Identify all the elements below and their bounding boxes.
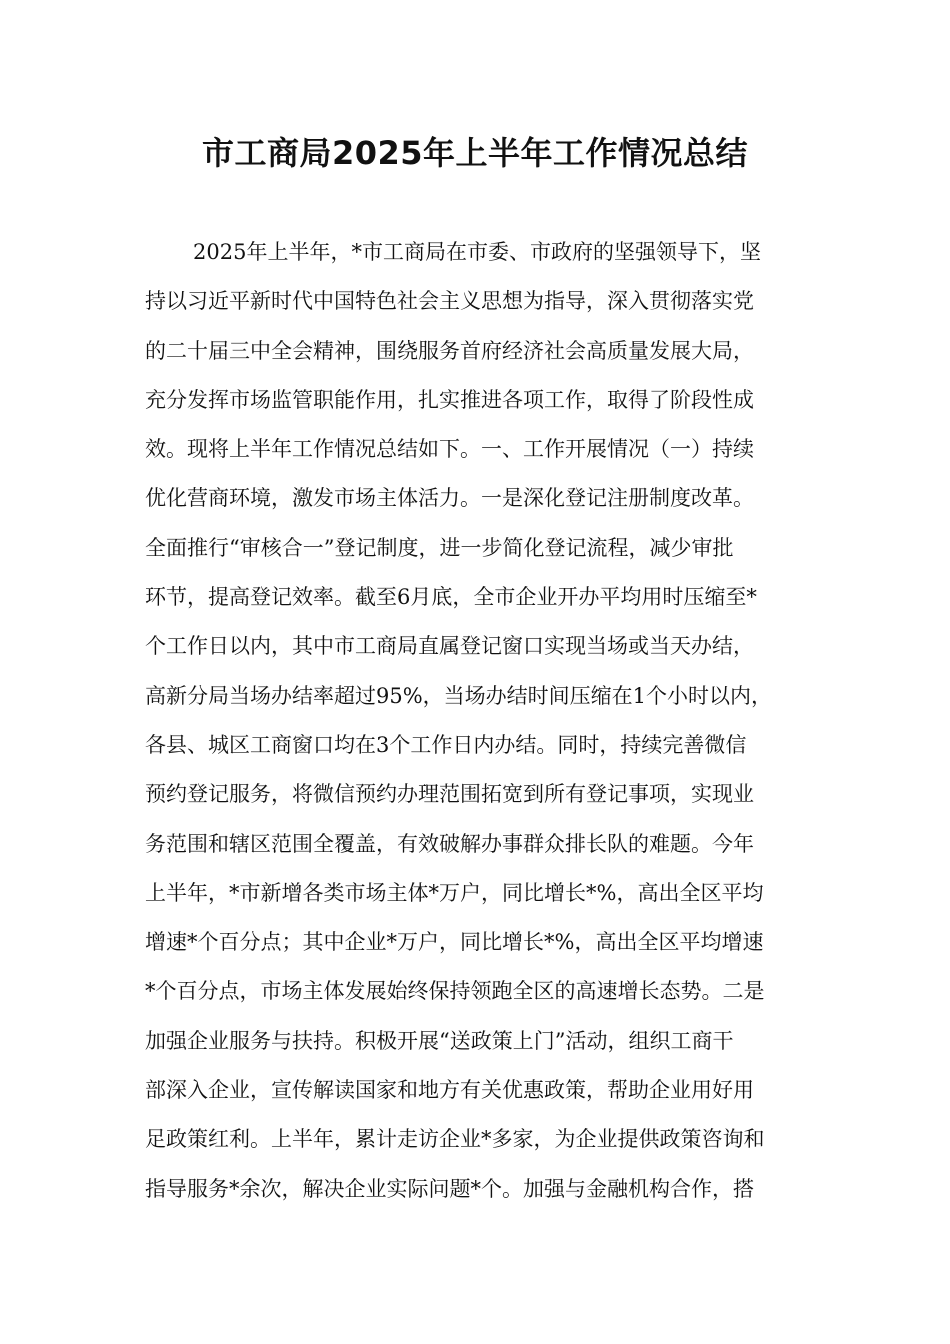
body-line: 持以习近平新时代中国特色社会主义思想为指导，深入贯彻落实党 bbox=[145, 289, 754, 314]
body-line: *个百分点，市场主体发展始终保持领跑全区的高速增长态势。二是 bbox=[145, 979, 765, 1004]
body-line: 部深入企业，宣传解读国家和地方有关优惠政策，帮助企业用好用 bbox=[145, 1078, 754, 1103]
body-line: 充分发挥市场监管职能作用，扎实推进各项工作，取得了阶段性成 bbox=[145, 387, 754, 412]
document-body bbox=[145, 228, 825, 1214]
body-line: 指导服务*余次，解决企业实际问题*个。加强与金融机构合作，搭 bbox=[145, 1176, 754, 1201]
body-line: 上半年，*市新增各类市场主体*万户，同比增长*%，高出全区平均 bbox=[145, 880, 764, 905]
body-line: 增速*个百分点；其中企业*万户，同比增长*%，高出全区平均增速 bbox=[145, 930, 764, 955]
body-line: 高新分局当场办结率超过95%，当场办结时间压缩在1个小时以内， bbox=[145, 683, 773, 708]
body-line: 个工作日以内，其中市工商局直属登记窗口实现当场或当天办结， bbox=[145, 634, 754, 659]
body-line: 效。现将上半年工作情况总结如下。一、工作开展情况（一）持续 bbox=[145, 437, 754, 462]
body-line: 优化营商环境，激发市场主体活力。一是深化登记注册制度改革。 bbox=[145, 486, 754, 511]
body-line: 加强企业服务与扶持。积极开展“送政策上门”活动，组织工商干 bbox=[145, 1028, 734, 1053]
body-line: 预约登记服务，将微信预约办理范围拓宽到所有登记事项，实现业 bbox=[145, 782, 754, 807]
body-line: 2025年上半年，*市工商局在市委、市政府的坚强领导下，坚 bbox=[193, 240, 761, 264]
body-line: 的二十届三中全会精神，围绕服务首府经济社会高质量发展大局， bbox=[145, 338, 754, 363]
body-line: 各县、城区工商窗口均在3个工作日内办结。同时，持续完善微信 bbox=[145, 732, 747, 757]
body-line: 务范围和辖区范围全覆盖，有效破解办事群众排长队的难题。今年 bbox=[145, 831, 754, 856]
body-line: 环节，提高登记效率。截至6月底，全市企业开办平均用时压缩至* bbox=[145, 585, 757, 610]
document-title: 市工商局2025年上半年工作情况总结 bbox=[201, 134, 749, 172]
body-line: 全面推行“审核合一”登记制度，进一步简化登记流程，减少审批 bbox=[145, 535, 734, 560]
body-line: 足政策红利。上半年，累计走访企业*多家，为企业提供政策咨询和 bbox=[145, 1127, 765, 1152]
